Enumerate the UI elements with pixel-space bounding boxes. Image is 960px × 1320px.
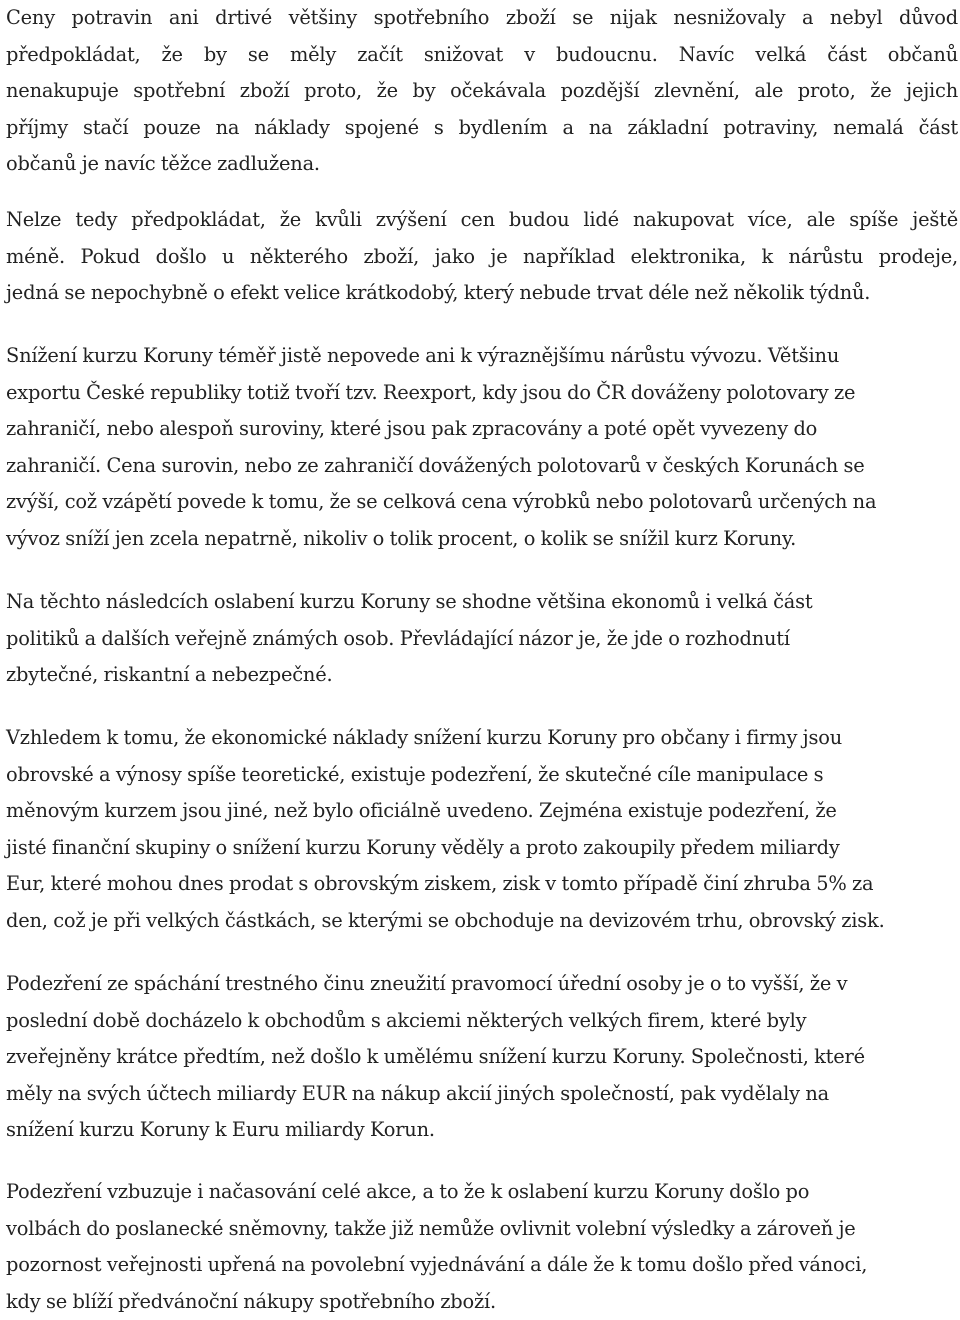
text-line: zbytečné, riskantní a nebezpečné.	[6, 657, 958, 694]
text-line: den, což je při velkých částkách, se kterými se obchoduje na devizovém trhu, obrovský zisk.	[6, 903, 958, 940]
text-line: nenakupuje spotřební zboží proto, že by očekávala pozdější zlevnění, ale proto, že jejich	[6, 73, 958, 110]
text-line: Na těchto následcích oslabení kurzu Koruny se shodne většina ekonomů i velká část	[6, 584, 958, 621]
text-line: pozornost veřejnosti upřená na povolební vyjednávání a dále že k tomu došlo před vánoci,	[6, 1247, 958, 1284]
paragraph-timing	[6, 1174, 958, 1320]
text-line: poslední době docházelo k obchodům s akciemi některých velkých firem, které byly	[6, 1003, 958, 1040]
paragraph-abuse-of-power	[6, 966, 958, 1149]
text-line: Podezření ze spáchání trestného činu zneužití pravomocí úřední osoby je o to vyšší, že v	[6, 966, 958, 1003]
text-line: vývoz sníží jen zcela nepatrně, nikoliv o tolik procent, o kolik se snížil kurz Koruny.	[6, 521, 958, 558]
paragraph-consumer-behavior	[6, 202, 958, 312]
text-line: zahraničí, nebo alespoň suroviny, které jsou pak zpracovány a poté opět vyvezeny do	[6, 411, 958, 448]
text-line: měnovým kurzem jsou jiné, než bylo oficiálně uvedeno. Zejména existuje podezření, že	[6, 793, 958, 830]
paragraph-economists-opinion	[6, 584, 958, 694]
text-line: jedná se nepochybně o efekt velice krátkodobý, který nebude trvat déle než několik týdnů.	[6, 275, 958, 312]
text-line: příjmy stačí pouze na náklady spojené s bydlením a na základní potraviny, nemalá část	[6, 110, 958, 147]
paragraph-export	[6, 338, 958, 557]
text-line: měly na svých účtech miliardy EUR na nákup akcií jiných společností, pak vydělaly na	[6, 1076, 958, 1113]
text-line: občanů je navíc těžce zadlužena.	[6, 146, 958, 183]
text-line: předpokládat, že by se měly začít snižovat v budoucnu. Navíc velká část občanů	[6, 37, 958, 74]
text-line: Vzhledem k tomu, že ekonomické náklady snížení kurzu Koruny pro občany i firmy jsou	[6, 720, 958, 757]
text-line: méně. Pokud došlo u některého zboží, jako je například elektronika, k nárůstu prodeje,	[6, 239, 958, 276]
paragraph-food-prices	[6, 0, 958, 183]
text-line: politiků a dalších veřejně známých osob. Převládající názor je, že jde o rozhodnutí	[6, 621, 958, 658]
text-line: kdy se blíží předvánoční nákupy spotřebního zboží.	[6, 1284, 958, 1320]
paragraph-suspicion	[6, 720, 958, 939]
text-line: zveřejněny krátce předtím, než došlo k umělému snížení kurzu Koruny. Společnosti, které	[6, 1039, 958, 1076]
text-line: Eur, které mohou dnes prodat s obrovským ziskem, zisk v tomto případě činí zhruba 5% za	[6, 866, 958, 903]
text-line: obrovské a výnosy spíše teoretické, existuje podezření, že skutečné cíle manipulace s	[6, 757, 958, 794]
text-line: jisté finanční skupiny o snížení kurzu Koruny věděly a proto zakoupily předem miliardy	[6, 830, 958, 867]
text-line: snížení kurzu Koruny k Euru miliardy Korun.	[6, 1112, 958, 1149]
text-line: zvýší, což vzápětí povede k tomu, že se celková cena výrobků nebo polotovarů určených na	[6, 484, 958, 521]
text-line: volbách do poslanecké sněmovny, takže již nemůže ovlivnit volební výsledky a zároveň je	[6, 1211, 958, 1248]
text-line: Podezření vzbuzuje i načasování celé akce, a to že k oslabení kurzu Koruny došlo po	[6, 1174, 958, 1211]
text-line: exportu České republiky totiž tvoří tzv. Reexport, kdy jsou do ČR dováženy polotovary ze	[6, 375, 958, 412]
text-line: zahraničí. Cena surovin, nebo ze zahraničí dovážených polotovarů v českých Korunách se	[6, 448, 958, 485]
text-line: Snížení kurzu Koruny téměř jistě nepovede ani k výraznějšímu nárůstu vývozu. Většinu	[6, 338, 958, 375]
text-line: Ceny potravin ani drtivé většiny spotřebního zboží se nijak nesnižovaly a nebyl důvod	[6, 0, 958, 37]
text-line: Nelze tedy předpokládat, že kvůli zvýšení cen budou lidé nakupovat více, ale spíše ještě	[6, 202, 958, 239]
